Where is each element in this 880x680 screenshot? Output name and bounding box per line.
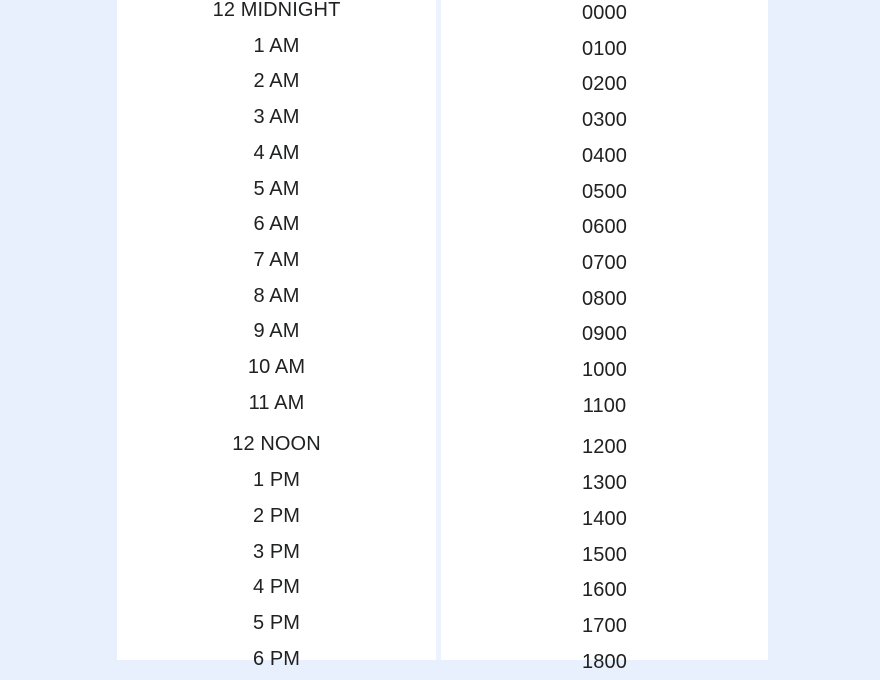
civilian-time-row: 11 AM <box>248 391 305 414</box>
civilian-time-row: 1 AM <box>253 34 300 57</box>
military-time-row: 0000 <box>582 2 627 24</box>
military-time-row: 1000 <box>582 359 627 382</box>
military-time-row: 1400 <box>582 507 627 530</box>
civilian-time-row: 12 NOON <box>232 433 321 456</box>
civilian-time-row: 9 AM <box>253 320 300 343</box>
civilian-time-column <box>117 0 436 670</box>
military-time-row: 1200 <box>582 436 627 459</box>
civilian-time-row: 8 AM <box>253 284 300 307</box>
civilian-time-row: 10 AM <box>247 356 306 379</box>
civilian-time-row: 4 PM <box>252 576 301 599</box>
civilian-time-row: 7 AM <box>253 248 300 271</box>
civilian-time-row: 5 PM <box>252 611 301 634</box>
military-time-row: 0600 <box>582 216 627 239</box>
military-time-row: 0100 <box>582 37 627 60</box>
civilian-time-row: 3 PM <box>252 540 301 563</box>
civilian-time-row: 2 PM <box>252 504 301 527</box>
civilian-time-row: 5 AM <box>253 177 300 200</box>
military-time-list <box>441 0 768 680</box>
military-time-row: 1500 <box>582 543 627 566</box>
military-time-row: 1600 <box>582 579 627 602</box>
military-time-row: 0300 <box>582 109 627 132</box>
military-time-row: 0400 <box>582 144 627 167</box>
military-time-row: 0200 <box>582 73 627 96</box>
civilian-time-list <box>117 0 436 677</box>
military-pm-group <box>441 430 768 680</box>
civilian-time-row: 1 PM <box>252 469 301 492</box>
military-time-row: 0900 <box>582 323 627 346</box>
military-am-group <box>441 0 768 424</box>
civilian-time-row: 6 PM <box>252 647 301 670</box>
civilian-time-row: 2 AM <box>253 70 300 93</box>
military-time-column <box>441 0 768 673</box>
military-time-row: 0800 <box>582 287 627 310</box>
military-time-row: 1100 <box>582 394 627 417</box>
civilian-time-row: 6 AM <box>253 213 300 236</box>
military-time-row: 1300 <box>582 472 627 495</box>
civilian-pm-group <box>117 427 436 677</box>
military-time-row: 0700 <box>582 251 627 274</box>
civilian-time-row: 12 MIDNIGHT <box>212 0 341 21</box>
civilian-time-row: 4 AM <box>253 141 300 164</box>
military-time-row: 1700 <box>582 614 627 637</box>
civilian-am-group <box>117 0 436 421</box>
military-time-row: 0500 <box>582 180 627 203</box>
military-time-row: 1800 <box>582 650 627 673</box>
civilian-time-row: 3 AM <box>253 106 300 129</box>
